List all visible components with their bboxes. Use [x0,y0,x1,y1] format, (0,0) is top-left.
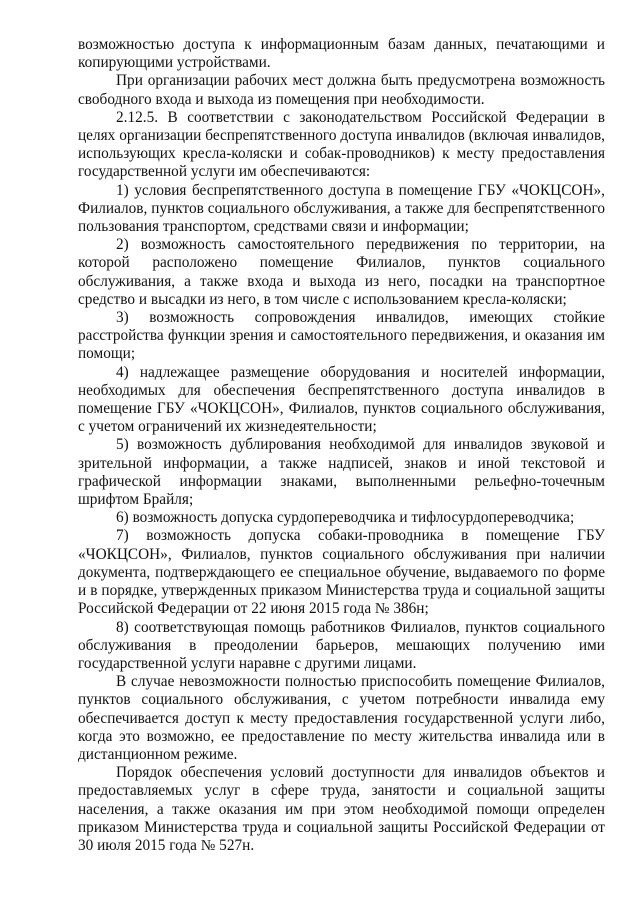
document-page [78,36,605,855]
list-item-2: 2) возможность самостоятельного передвижения по территории, на которой расположено помещение Филиалов, пунктов социального обслуживания, а также входа и выхода из него, посадки на транспортное средство и высадки из него, в том числе с использованием кресла-коляски; [78,236,605,308]
paragraph-workplace-access: При организации рабочих мест должна быть предусмотрена возможность свободного входа и выхода из помещения при необходимости. [78,72,605,108]
paragraph-impossibility-case: В случае невозможности полностью приспособить помещение Филиалов, пунктов социального обслуживания, с учетом потребности инвалида ему обеспечивается доступ к месту предоставления государственной услуги либо, когда это возможно, ее предоставление по месту жительства инвалида или в дистанционном режиме. [78,673,605,763]
paragraph-continuation: возможностью доступа к информационным базам данных, печатающими и копирующими устройствами. [78,36,605,72]
list-item-4: 4) надлежащее размещение оборудования и носителей информации, необходимых для обеспечения беспрепятственного доступа инвалидов в помещение ГБУ «ЧОКЦСОН», Филиалов, пунктов социального обслуживания, с учетом ограничений их жизнедеятельности; [78,363,605,436]
paragraph-accessibility-order: Порядок обеспечения условий доступности для инвалидов объектов и предоставляемых услуг в сфере труда, занятости и социальной защиты населения, а также оказания им при этом необходимой помощи определен приказом Министерства труда и социальной защиты Российской Федерации от 30 июля 2015 года № 527н. [78,764,605,854]
list-item-5: 5) возможность дублирования необходимой для инвалидов звуковой и зрительной информации, а также надписей, знаков и иной текстовой и графической информации знаками, выполненными рельефно-точечным шрифтом Брайля; [78,436,605,509]
list-item-1: 1) условия беспрепятственного доступа в помещение ГБУ «ЧОКЦСОН», Филиалов, пунктов социального обслуживания, а также для беспрепятственного пользования транспортом, средствами связи и информации; [78,181,605,236]
list-item-8: 8) соответствующая помощь работников Филиалов, пунктов социального обслуживания в преодолении барьеров, мешающих получению ими государственной услуги наравне с другими лицами. [78,618,605,672]
list-item-7: 7) возможность допуска собаки-проводника в помещение ГБУ «ЧОКЦСОН», Филиалов, пунктов социального обслуживания при наличии документа, подтверждающего ее специальное обучение, выдаваемого по форме и в порядке, утвержденных приказом Министерства труда и социальной защиты Российской Федерации от 22 июня 2015 года № 386н; [78,527,605,618]
paragraph-section-2-12-5: 2.12.5. В соответствии с законодательством Российской Федерации в целях организации беспрепятственного доступа инвалидов (включая инвалидов, использующих кресла-коляски и собак-проводников) к месту предоставления государственной услуги им обеспечиваются: [78,108,605,181]
list-item-3: 3) возможность сопровождения инвалидов, имеющих стойкие расстройства функции зрения и самостоятельного передвижения, и оказания им помощи; [78,309,605,363]
list-item-6: 6) возможность допуска сурдопереводчика и тифлосурдопереводчика; [116,509,575,527]
